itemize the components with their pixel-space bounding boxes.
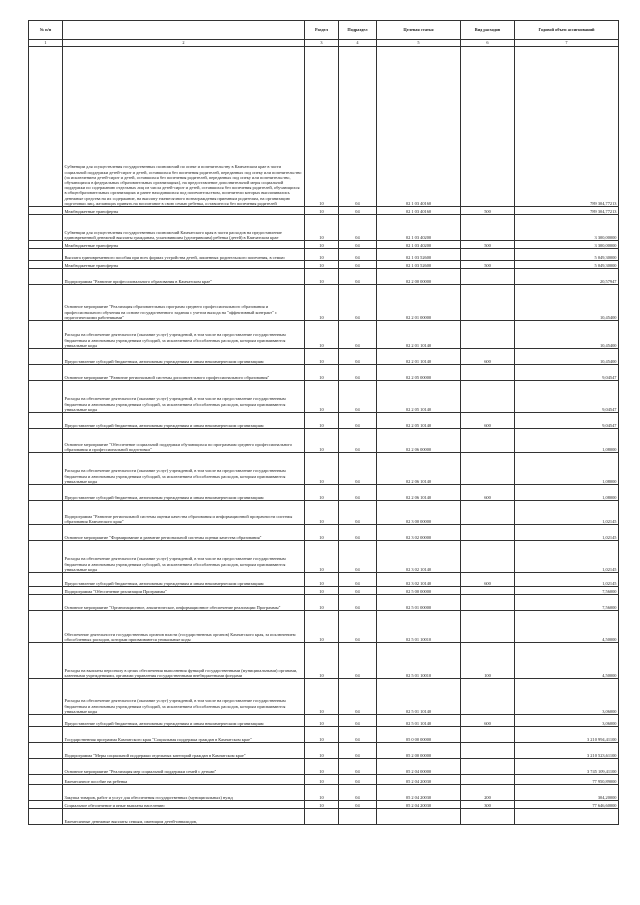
cell-number xyxy=(29,381,63,413)
cell-number xyxy=(29,413,63,429)
cell-target-article: 02 2 00 00000 xyxy=(377,269,461,285)
budget-table xyxy=(28,20,619,825)
cell-name: Государственная программа Камчатского края "Социальная поддержка граждан в Камчатском крае" xyxy=(63,727,305,743)
table-row xyxy=(29,801,619,809)
cell-expense-type: 600 xyxy=(461,413,515,429)
cell-name: Основное мероприятие "Формирование и развитие региональной системы оценки качества образования" xyxy=(63,525,305,541)
cell-section: 10 xyxy=(305,241,339,249)
cell-expense-type xyxy=(461,501,515,525)
cell-expense-type xyxy=(461,679,515,715)
table-row xyxy=(29,453,619,485)
cell-target-article: 02 3 02 10140 xyxy=(377,541,461,573)
table-row xyxy=(29,611,619,643)
cell-section: 10 xyxy=(305,501,339,525)
cell-section: 10 xyxy=(305,759,339,775)
cell-section: 10 xyxy=(305,595,339,611)
cell-name: Предоставление субсидий бюджетным, автономным учреждениям и иным некоммерческим организациям xyxy=(63,349,305,365)
cell-name: Подпрограмма "Развитие региональной системы оценки качества образования и информационной прозрачности системы образования Камчатского края" xyxy=(63,501,305,525)
cell-name: Основное мероприятие "Обеспечение социальной поддержки обучающихся по программам среднего профессионального образования и профессиональной подготовки" xyxy=(63,429,305,453)
cell-amount: 3 210 523,61100 xyxy=(515,743,619,759)
cell-amount: 3,06000 xyxy=(515,679,619,715)
cell-number xyxy=(29,501,63,525)
cell-number xyxy=(29,525,63,541)
cell-expense-type xyxy=(461,743,515,759)
cell-subsection: 04 xyxy=(339,595,377,611)
cell-number xyxy=(29,541,63,573)
cell-expense-type xyxy=(461,429,515,453)
cell-name: Ежемесячное пособие на ребенка xyxy=(63,775,305,785)
cell-subsection: 04 xyxy=(339,381,377,413)
cell-section: 10 xyxy=(305,453,339,485)
cell-subsection: 04 xyxy=(339,241,377,249)
table-row xyxy=(29,381,619,413)
col-number-4: 4 xyxy=(339,40,377,47)
cell-amount: 4,50000 xyxy=(515,611,619,643)
cell-number xyxy=(29,595,63,611)
cell-expense-type xyxy=(461,759,515,775)
cell-target-article: 02 5 00 00000 xyxy=(377,587,461,595)
cell-amount: 4,50000 xyxy=(515,643,619,679)
cell-target-article: 02 2 06 10140 xyxy=(377,485,461,501)
cell-expense-type xyxy=(461,381,515,413)
cell-target-article: 05 2 04 20030 xyxy=(377,801,461,809)
cell-amount: 1,02145 xyxy=(515,501,619,525)
cell-number xyxy=(29,715,63,727)
cell-expense-type xyxy=(461,453,515,485)
cell-number xyxy=(29,321,63,349)
cell-subsection: 04 xyxy=(339,321,377,349)
table-row xyxy=(29,285,619,321)
cell-amount: 1,08000 xyxy=(515,429,619,453)
header-number: № п/п xyxy=(29,21,63,40)
cell-target-article: 02 1 03 52600 xyxy=(377,249,461,261)
col-number-2: 2 xyxy=(63,40,305,47)
cell-amount: 77 950,89000 xyxy=(515,775,619,785)
cell-name: Межбюджетные трансферты xyxy=(63,241,305,249)
cell-target-article: 02 2 05 10140 xyxy=(377,413,461,429)
cell-target-article: 02 1 03 40200 xyxy=(377,241,461,249)
cell-amount: 1,02145 xyxy=(515,573,619,587)
cell-number xyxy=(29,587,63,595)
cell-section: 10 xyxy=(305,715,339,727)
cell-target-article: 02 2 01 00000 xyxy=(377,285,461,321)
cell-expense-type xyxy=(461,47,515,207)
table-row xyxy=(29,47,619,207)
cell-name: Расходы на обеспечение деятельности (оказание услуг) учреждений, в том числе на предоставление государственным бюджетным и автономным учреждениям субсидий, за исключением обособленных расходов, которым присваиваются уникальные коды xyxy=(63,321,305,349)
cell-number xyxy=(29,485,63,501)
cell-name: Расходы на обеспечение деятельности (оказание услуг) учреждений, в том числе на предоставление государственным бюджетным и автономным учреждениям субсидий, за исключением обособленных расходов, которым присваиваются уникальные коды xyxy=(63,381,305,413)
cell-target-article: 05 2 04 20030 xyxy=(377,775,461,785)
cell-amount: 3 300,00000 xyxy=(515,215,619,241)
cell-section: 10 xyxy=(305,525,339,541)
cell-name: Межбюджетные трансферты xyxy=(63,207,305,215)
table-row xyxy=(29,525,619,541)
cell-name: Основное мероприятие "Развитие региональной системы дополнительного профессионального образования" xyxy=(63,365,305,381)
cell-target-article: 05 2 04 20030 xyxy=(377,785,461,801)
cell-target-article: 02 5 01 10140 xyxy=(377,679,461,715)
cell-section: 10 xyxy=(305,349,339,365)
cell-target-article: 02 5 01 10010 xyxy=(377,611,461,643)
cell-target-article: 02 2 06 00000 xyxy=(377,429,461,453)
cell-number xyxy=(29,269,63,285)
table-row xyxy=(29,501,619,525)
cell-name: Выплата единовременного пособия при всех формах устройства детей, лишенных родительского попечения, в семью xyxy=(63,249,305,261)
cell-expense-type xyxy=(461,595,515,611)
cell-expense-type xyxy=(461,269,515,285)
cell-name: Основное мероприятие "Организационное, аналитическое, информационное обеспечение реализации Программы" xyxy=(63,595,305,611)
cell-amount: 10,45400 xyxy=(515,285,619,321)
table-row xyxy=(29,241,619,249)
col-number-3: 3 xyxy=(305,40,339,47)
cell-name: Предоставление субсидий бюджетным, автономным учреждениям и иным некоммерческим организациям xyxy=(63,413,305,429)
cell-section: 10 xyxy=(305,249,339,261)
cell-section: 10 xyxy=(305,381,339,413)
cell-section: 10 xyxy=(305,785,339,801)
cell-amount: 10,45400 xyxy=(515,349,619,365)
table-row xyxy=(29,743,619,759)
cell-amount: 7,56000 xyxy=(515,595,619,611)
cell-target-article: 02 5 01 10010 xyxy=(377,643,461,679)
cell-section: 10 xyxy=(305,541,339,573)
cell-target-article xyxy=(377,809,461,825)
cell-name: Основное мероприятие "Реализация мер социальной поддержки семей с детьми" xyxy=(63,759,305,775)
cell-expense-type xyxy=(461,285,515,321)
table-row xyxy=(29,573,619,587)
cell-amount: 10,45400 xyxy=(515,321,619,349)
cell-section: 10 xyxy=(305,285,339,321)
cell-number xyxy=(29,727,63,743)
cell-subsection: 04 xyxy=(339,643,377,679)
cell-amount: 3,06000 xyxy=(515,715,619,727)
cell-section: 10 xyxy=(305,47,339,207)
cell-target-article: 05 2 00 00000 xyxy=(377,743,461,759)
cell-amount: 1,08000 xyxy=(515,485,619,501)
cell-section: 10 xyxy=(305,801,339,809)
header-subsection: Подраздел xyxy=(339,21,377,40)
col-number-7: 7 xyxy=(515,40,619,47)
cell-subsection: 04 xyxy=(339,215,377,241)
cell-subsection: 04 xyxy=(339,365,377,381)
table-row xyxy=(29,349,619,365)
cell-expense-type: 300 xyxy=(461,801,515,809)
cell-target-article: 02 3 02 00000 xyxy=(377,525,461,541)
cell-section xyxy=(305,809,339,825)
cell-subsection: 04 xyxy=(339,679,377,715)
cell-name: Расходы на обеспечение деятельности (оказание услуг) учреждений, в том числе на предоставление государственным бюджетным и автономным учреждениям субсидий, за исключением обособленных расходов, которым присваиваются уникальные коды xyxy=(63,679,305,715)
cell-name: Ежемесячные денежные выплаты семьям, имеющим детей-инвалидов, xyxy=(63,809,305,825)
cell-expense-type xyxy=(461,809,515,825)
cell-amount: 5 049,30000 xyxy=(515,249,619,261)
cell-amount: 9,04547 xyxy=(515,365,619,381)
budget-sheet xyxy=(28,20,618,825)
cell-target-article: 02 2 06 10140 xyxy=(377,453,461,485)
cell-section: 10 xyxy=(305,321,339,349)
cell-section: 10 xyxy=(305,611,339,643)
cell-number xyxy=(29,809,63,825)
cell-expense-type: 600 xyxy=(461,485,515,501)
header-expense-type: Вид расходов xyxy=(461,21,515,40)
cell-subsection: 04 xyxy=(339,207,377,215)
cell-section: 10 xyxy=(305,207,339,215)
cell-section: 10 xyxy=(305,429,339,453)
cell-subsection: 04 xyxy=(339,775,377,785)
cell-section: 10 xyxy=(305,679,339,715)
cell-subsection: 04 xyxy=(339,249,377,261)
table-row xyxy=(29,413,619,429)
table-row xyxy=(29,321,619,349)
cell-subsection: 04 xyxy=(339,285,377,321)
cell-expense-type xyxy=(461,525,515,541)
col-number-1: 1 xyxy=(29,40,63,47)
cell-number xyxy=(29,573,63,587)
cell-number xyxy=(29,801,63,809)
cell-subsection: 04 xyxy=(339,727,377,743)
cell-number xyxy=(29,785,63,801)
cell-number xyxy=(29,285,63,321)
cell-section: 10 xyxy=(305,413,339,429)
cell-section: 10 xyxy=(305,727,339,743)
cell-expense-type: 500 xyxy=(461,261,515,269)
cell-expense-type xyxy=(461,365,515,381)
cell-section: 10 xyxy=(305,643,339,679)
cell-section: 10 xyxy=(305,587,339,595)
cell-subsection: 04 xyxy=(339,453,377,485)
cell-expense-type xyxy=(461,587,515,595)
table-row xyxy=(29,759,619,775)
table-row xyxy=(29,727,619,743)
col-number-5: 5 xyxy=(377,40,461,47)
cell-amount: 1,02145 xyxy=(515,541,619,573)
cell-section: 10 xyxy=(305,215,339,241)
table-row xyxy=(29,643,619,679)
cell-expense-type xyxy=(461,249,515,261)
cell-name: Подпрограмма "Обеспечение реализации Программы" xyxy=(63,587,305,595)
cell-subsection: 04 xyxy=(339,759,377,775)
col-number-6: 6 xyxy=(461,40,515,47)
cell-expense-type: 500 xyxy=(461,207,515,215)
cell-target-article: 02 2 01 10140 xyxy=(377,349,461,365)
header-name xyxy=(63,21,305,40)
cell-number xyxy=(29,643,63,679)
cell-section: 10 xyxy=(305,485,339,501)
cell-number xyxy=(29,261,63,269)
cell-target-article: 02 1 03 52600 xyxy=(377,261,461,269)
cell-number xyxy=(29,241,63,249)
cell-amount: 9,04547 xyxy=(515,381,619,413)
cell-amount: 3 745 109,41100 xyxy=(515,759,619,775)
cell-amount: 77 646,60000 xyxy=(515,801,619,809)
table-row xyxy=(29,595,619,611)
cell-section: 10 xyxy=(305,775,339,785)
table-row xyxy=(29,541,619,573)
table-body xyxy=(29,47,619,825)
cell-number xyxy=(29,611,63,643)
cell-section: 10 xyxy=(305,573,339,587)
cell-target-article: 02 2 05 00000 xyxy=(377,365,461,381)
cell-expense-type: 500 xyxy=(461,241,515,249)
cell-amount: 1,02145 xyxy=(515,525,619,541)
cell-section: 10 xyxy=(305,365,339,381)
table-row xyxy=(29,261,619,269)
cell-target-article: 02 1 03 40160 xyxy=(377,207,461,215)
cell-subsection: 04 xyxy=(339,525,377,541)
cell-subsection: 04 xyxy=(339,573,377,587)
table-header xyxy=(29,21,619,47)
cell-expense-type xyxy=(461,727,515,743)
cell-name: Расходы на обеспечение деятельности (оказание услуг) учреждений, в том числе на предоставление государственным бюджетным и автономным учреждениям субсидий, за исключением обособленных расходов, которым присваиваются уникальные коды xyxy=(63,541,305,573)
cell-name: Расходы на выплаты персоналу в целях обеспечения выполнения функций государственными (муниципальными) органами, казенными учреждениями, органами управления государственными внебюджетными фондами xyxy=(63,643,305,679)
cell-number xyxy=(29,429,63,453)
cell-amount xyxy=(515,809,619,825)
cell-expense-type xyxy=(461,611,515,643)
cell-name: Предоставление субсидий бюджетным, автономным учреждениям и иным некоммерческим организациям xyxy=(63,715,305,727)
table-row xyxy=(29,587,619,595)
cell-subsection: 04 xyxy=(339,349,377,365)
cell-name: Обеспечение деятельности государственных органов власти (государственных органов) Камчатского края, за исключением обособленных расходов, которым присваиваются уникальные коды xyxy=(63,611,305,643)
cell-amount: 789 304,77213 xyxy=(515,207,619,215)
table-row xyxy=(29,679,619,715)
cell-expense-type: 600 xyxy=(461,715,515,727)
cell-target-article: 02 2 05 10140 xyxy=(377,381,461,413)
cell-subsection: 04 xyxy=(339,541,377,573)
cell-target-article: 05 2 04 00000 xyxy=(377,759,461,775)
cell-amount: 1,08000 xyxy=(515,453,619,485)
cell-expense-type: 200 xyxy=(461,785,515,801)
cell-amount: 3 210 994,41100 xyxy=(515,727,619,743)
cell-section: 10 xyxy=(305,261,339,269)
table-row xyxy=(29,215,619,241)
cell-name: Основное мероприятие "Реализация образовательных программ среднего профессионального образования и профессионального обучения на основе государственного задания с учетом выхода на "эффективный контракт" с педагогическими работниками" xyxy=(63,285,305,321)
cell-expense-type: 600 xyxy=(461,349,515,365)
header-target-article: Целевая статья xyxy=(377,21,461,40)
cell-name: Подпрограмма "Развитие профессионального образования в Камчатском крае" xyxy=(63,269,305,285)
cell-subsection xyxy=(339,809,377,825)
table-row xyxy=(29,269,619,285)
cell-subsection: 04 xyxy=(339,261,377,269)
cell-subsection: 04 xyxy=(339,715,377,727)
cell-name: Субвенции для осуществления государственных полномочий Камчатского края в части расходов на предоставление единовременной денежной выплаты гражданам, усыновившим (удочерившим) ребенка (детей) в Камчатском крае xyxy=(63,215,305,241)
header-section: Раздел xyxy=(305,21,339,40)
cell-subsection: 04 xyxy=(339,587,377,595)
cell-number xyxy=(29,775,63,785)
cell-target-article: 02 2 01 10140 xyxy=(377,321,461,349)
table-row xyxy=(29,485,619,501)
cell-target-article: 02 1 03 40160 xyxy=(377,47,461,207)
cell-number xyxy=(29,679,63,715)
cell-number xyxy=(29,349,63,365)
cell-subsection: 04 xyxy=(339,413,377,429)
cell-name: Предоставление субсидий бюджетным, автономным учреждениям и иным некоммерческим организациям xyxy=(63,485,305,501)
cell-number xyxy=(29,47,63,207)
cell-expense-type xyxy=(461,775,515,785)
cell-section: 10 xyxy=(305,269,339,285)
cell-number xyxy=(29,365,63,381)
cell-expense-type: 100 xyxy=(461,643,515,679)
cell-expense-type xyxy=(461,215,515,241)
cell-number xyxy=(29,215,63,241)
cell-target-article: 05 0 00 00000 xyxy=(377,727,461,743)
table-row xyxy=(29,809,619,825)
table-row xyxy=(29,207,619,215)
cell-subsection: 04 xyxy=(339,611,377,643)
header-annual-amount: Годовой объем ассигнований xyxy=(515,21,619,40)
table-row xyxy=(29,785,619,801)
cell-number xyxy=(29,759,63,775)
cell-number xyxy=(29,453,63,485)
table-row xyxy=(29,715,619,727)
cell-subsection: 04 xyxy=(339,47,377,207)
cell-name: Субвенции для осуществления государственных полномочий по опеке и попечительству в Камчатском крае в части социальной поддержки детей-сирот и детей, оставшихся без попечения родителей, переданных под опеку или попечительство (за исключением детей-сирот и детей, оставшихся без попечения родителей, переданных под опеку или попечительство, обучающихся в федеральных образовательных организациях), на предоставление дополнительной меры социальной поддержки по содержанию отдельных лиц из числа детей-сирот и детей, оставшихся без попечения родителей, обучающихся в общеобразовательных организациях и ранее находившихся под попечительством, попечители которых выплачивались денежные средства на их содержание, на выплату ежемесячного вознаграждения приемным родителям, на организацию подготовки лиц, желающих принять на воспитание в свою семью ребенка, оставшегося без попечения родителей xyxy=(63,47,305,207)
cell-subsection: 04 xyxy=(339,485,377,501)
cell-expense-type xyxy=(461,541,515,573)
cell-amount: 3 300,00000 xyxy=(515,241,619,249)
cell-subsection: 04 xyxy=(339,429,377,453)
cell-amount: 789 304,77213 xyxy=(515,47,619,207)
cell-subsection: 04 xyxy=(339,801,377,809)
table-row xyxy=(29,365,619,381)
cell-amount: 20,57947 xyxy=(515,269,619,285)
cell-number xyxy=(29,743,63,759)
cell-target-article: 02 5 01 00000 xyxy=(377,595,461,611)
table-row xyxy=(29,775,619,785)
cell-name: Расходы на обеспечение деятельности (оказание услуг) учреждений, в том числе на предоставление государственным бюджетным и автономным учреждениям субсидий, за исключением обособленных расходов, которым присваиваются уникальные коды xyxy=(63,453,305,485)
table-row xyxy=(29,249,619,261)
cell-amount: 304,20000 xyxy=(515,785,619,801)
cell-number xyxy=(29,207,63,215)
cell-name: Межбюджетные трансферты xyxy=(63,261,305,269)
cell-number xyxy=(29,249,63,261)
cell-name: Подпрограмма "Меры социальной поддержки отдельных категорий граждан в Камчатском крае" xyxy=(63,743,305,759)
table-row xyxy=(29,429,619,453)
cell-name: Закупка товаров, работ и услуг для обеспечения государственных (муниципальных) нужд xyxy=(63,785,305,801)
cell-expense-type xyxy=(461,321,515,349)
cell-expense-type: 600 xyxy=(461,573,515,587)
cell-subsection: 04 xyxy=(339,269,377,285)
cell-amount: 9,04547 xyxy=(515,413,619,429)
cell-amount: 7,56000 xyxy=(515,587,619,595)
cell-target-article: 02 3 02 10140 xyxy=(377,573,461,587)
cell-amount: 5 049,30000 xyxy=(515,261,619,269)
cell-section: 10 xyxy=(305,743,339,759)
cell-target-article: 02 5 01 10140 xyxy=(377,715,461,727)
cell-subsection: 04 xyxy=(339,785,377,801)
cell-subsection: 04 xyxy=(339,743,377,759)
cell-target-article: 02 3 00 00000 xyxy=(377,501,461,525)
cell-name: Социальное обеспечение и иные выплаты населению xyxy=(63,801,305,809)
cell-subsection: 04 xyxy=(339,501,377,525)
cell-name: Предоставление субсидий бюджетным, автономным учреждениям и иным некоммерческим организациям xyxy=(63,573,305,587)
cell-target-article: 02 1 03 40200 xyxy=(377,215,461,241)
